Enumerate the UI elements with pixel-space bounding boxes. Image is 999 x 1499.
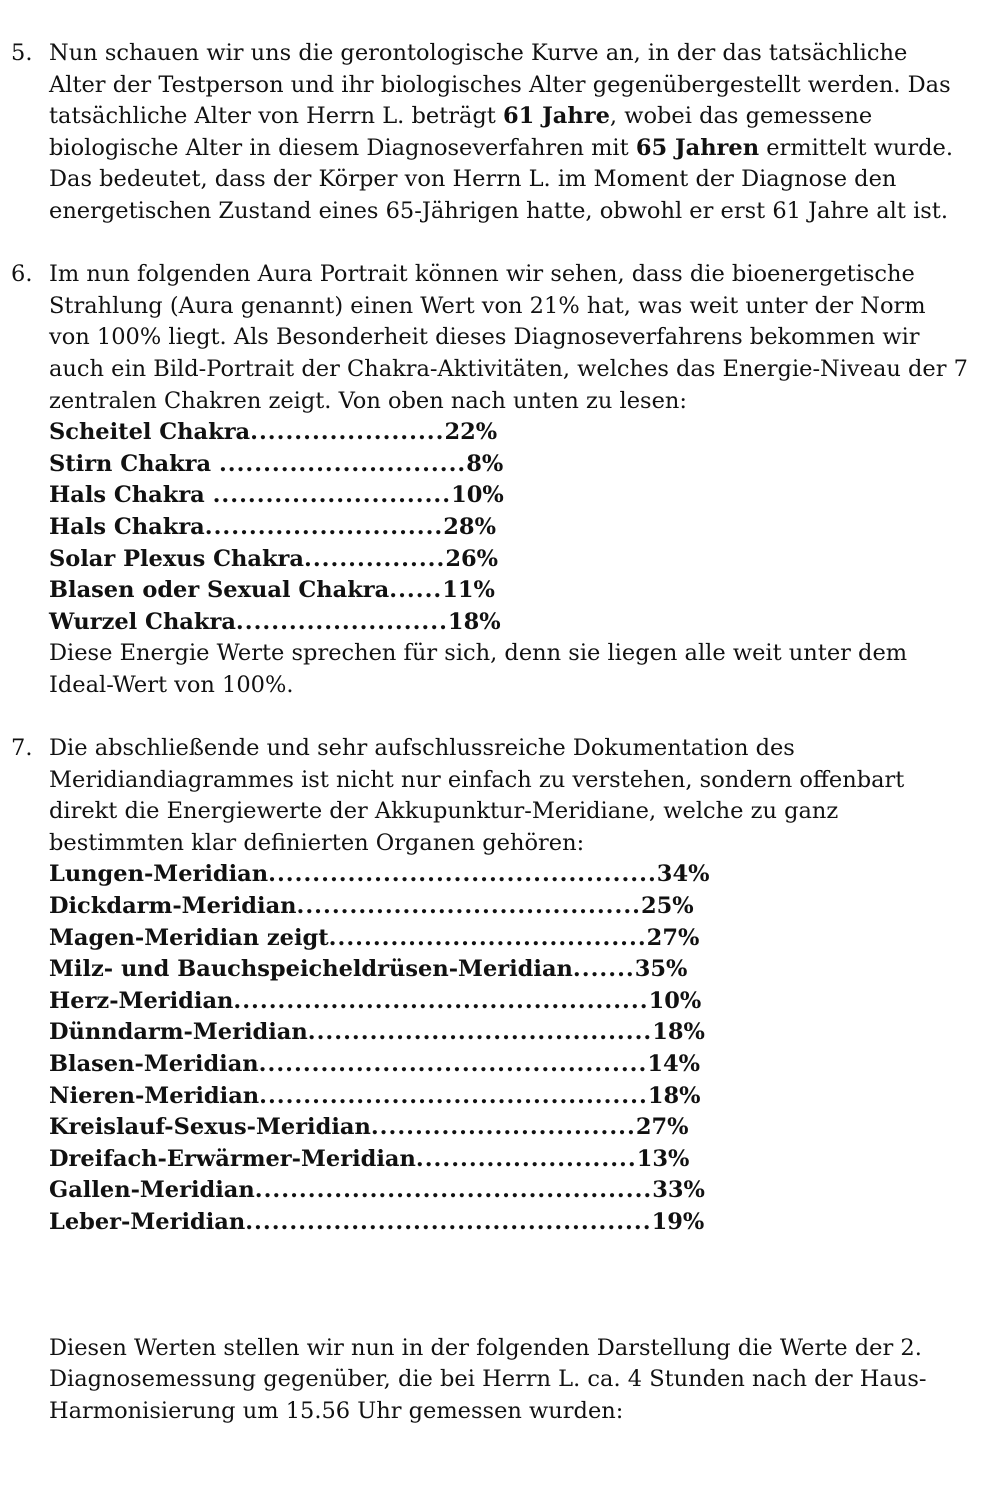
meridian-value: 33% xyxy=(652,1177,705,1204)
section-5-number: 5. xyxy=(11,40,33,66)
document-page xyxy=(0,38,999,1427)
chakra-label: Scheitel Chakra xyxy=(49,419,251,446)
chakra-label: Solar Plexus Chakra xyxy=(49,545,304,572)
meridian-value: 19% xyxy=(651,1208,705,1235)
meridian-value: 27% xyxy=(635,1114,689,1141)
chakra-dots: ........................ xyxy=(235,608,448,635)
chakra-value: 28% xyxy=(443,513,496,540)
meridian-value: 34% xyxy=(656,861,710,888)
meridian-label: Dünndarm-Meridian xyxy=(49,1019,308,1046)
meridian-row xyxy=(49,986,969,1018)
section-6-intro: Im nun folgenden Aura Portrait können wir sehen, dass die bioenergetische Strahlung (Aura genannt) einen Wert von 21% hat, was weit unter der Norm von 100% liegt. Als Besonderheit dieses Diagnoseverfahrens bekommen wir auch ein Bild-Portrait der Chakra-Aktivitäten, welches das Energie-Niveau der 7 zentralen Chakren zeigt. Von oben nach unten zu lesen: xyxy=(49,261,968,414)
chakra-value: 8% xyxy=(466,450,504,477)
section-5 xyxy=(0,38,999,228)
meridian-row xyxy=(49,859,969,891)
section-6-number: 6. xyxy=(11,261,33,288)
section-7 xyxy=(0,733,999,1239)
meridian-value: 25% xyxy=(641,893,694,920)
chakra-value: 26% xyxy=(445,545,499,572)
meridian-value: 14% xyxy=(647,1051,701,1077)
meridian-dots: ............................................ xyxy=(259,1082,648,1109)
meridian-dots: ............................................ xyxy=(268,861,657,888)
meridian-dots: .................................... xyxy=(328,924,647,951)
meridian-dots: ....................................... xyxy=(296,893,641,920)
meridian-row xyxy=(49,954,969,986)
meridian-dots: ......................... xyxy=(415,1145,637,1172)
meridian-value: 27% xyxy=(646,924,700,951)
meridian-value: 35% xyxy=(634,956,688,983)
meridian-list xyxy=(49,859,969,1238)
chakra-list xyxy=(49,417,969,638)
meridian-value: 18% xyxy=(652,1019,705,1046)
biological-age: 65 Jahren xyxy=(635,134,760,161)
chakra-row xyxy=(49,417,969,449)
meridian-label: Dreifach-Erwärmer-Meridian xyxy=(49,1145,416,1172)
chakra-label: Hals Chakra xyxy=(49,513,205,540)
meridian-label: Leber-Meridian xyxy=(49,1208,246,1235)
meridian-value: 18% xyxy=(647,1082,701,1109)
section-6-outro: Diese Energie Werte sprechen für sich, denn sie liegen alle weit unter dem Ideal-Wert von 100%. xyxy=(49,640,908,698)
meridian-row xyxy=(49,1207,969,1239)
meridian-dots: ....................................... xyxy=(307,1019,653,1046)
chakra-dots: ............................ xyxy=(218,450,467,477)
chakra-label: Hals Chakra xyxy=(49,482,213,509)
chakra-dots: ...... xyxy=(389,577,443,604)
actual-age: 61 Jahre xyxy=(502,103,610,130)
meridian-row xyxy=(49,1049,969,1081)
meridian-dots: .............................. xyxy=(370,1114,636,1141)
meridian-dots: ....... xyxy=(572,956,635,983)
section-7-intro: Die abschließende und sehr aufschlussreiche Dokumentation des Meridiandiagrammes ist nicht nur einfach zu verstehen, sondern offenbart direkt die Energiewerte der Akkupunktur-Meridiane, welche zu ganz bestimmten klar definierten Organen gehören: xyxy=(49,735,905,856)
meridian-label: Kreislauf-Sexus-Meridian xyxy=(49,1114,371,1141)
chakra-label: Wurzel Chakra xyxy=(49,608,236,635)
meridian-row xyxy=(49,1081,969,1113)
chakra-dots: ........................... xyxy=(204,513,444,540)
chakra-label: Blasen oder Sexual Chakra xyxy=(49,577,390,604)
meridian-dots: ............................................. xyxy=(254,1177,653,1204)
meridian-dots: .............................................. xyxy=(245,1208,652,1235)
chakra-row xyxy=(49,449,969,481)
chakra-row xyxy=(49,512,969,544)
meridian-value: 10% xyxy=(648,987,702,1014)
section-6 xyxy=(0,259,999,701)
chakra-value: 10% xyxy=(451,482,504,509)
section-7-number: 7. xyxy=(11,735,33,762)
meridian-row xyxy=(49,1175,969,1207)
meridian-label: Nieren-Meridian xyxy=(49,1082,260,1109)
chakra-value: 11% xyxy=(442,577,495,604)
chakra-row xyxy=(49,575,969,607)
chakra-dots: ...................... xyxy=(250,419,445,446)
meridian-label: Magen-Meridian zeigt xyxy=(49,924,329,951)
chakra-dots: ........................... xyxy=(212,482,452,509)
chakra-value: 22% xyxy=(444,419,498,446)
meridian-label: Herz-Meridian xyxy=(49,987,234,1014)
chakra-row xyxy=(49,607,969,639)
section-5-text-a: Nun schauen wir uns die gerontologische Kurve an, in der das tatsächliche Alter der Testperson und ihr biologisches Alter gegenübergestellt werden. Das tatsächliche Alter von Herrn L. beträgt xyxy=(49,40,951,130)
chakra-row xyxy=(49,480,969,512)
chakra-dots: ................ xyxy=(304,545,446,572)
meridian-label: Milz- und Bauchspeicheldrüsen-Meridian xyxy=(49,956,573,983)
meridian-row xyxy=(49,1017,969,1049)
chakra-label: Stirn Chakra xyxy=(49,450,219,477)
meridian-row xyxy=(49,923,969,955)
closing-paragraph: Diesen Werten stellen wir nun in der folgenden Darstellung die Werte der 2. Diagnosemessung gegenüber, die bei Herrn L. ca. 4 Stunden nach der Haus-Harmonisierung um 15.56 Uhr gemessen wurden: xyxy=(49,1334,927,1424)
meridian-label: Blasen-Meridian xyxy=(49,1051,259,1077)
section-5-text-c: ermittelt wurde. Das bedeutet, dass der Körper von Herrn L. im Moment der Diagnose den energetischen Zustand eines 65-Jährigen hatte, obwohl er erst 61 Jahre alt ist. xyxy=(49,134,954,224)
meridian-value: 13% xyxy=(636,1145,690,1172)
chakra-value: 18% xyxy=(447,608,501,635)
meridian-row xyxy=(49,1144,969,1176)
meridian-dots: ............................................ xyxy=(258,1051,648,1077)
meridian-label: Lungen-Meridian xyxy=(49,861,269,888)
chakra-row xyxy=(49,544,969,576)
meridian-label: Gallen-Meridian xyxy=(49,1177,255,1204)
meridian-dots: ............................................... xyxy=(233,987,649,1014)
section-5-paragraph xyxy=(49,38,969,228)
meridian-row xyxy=(49,1112,969,1144)
meridian-row xyxy=(49,891,969,923)
section-5-text-b: , wobei das gemessene biologische Alter in diesem Diagnoseverfahren mit xyxy=(49,103,873,161)
meridian-label: Dickdarm-Meridian xyxy=(49,893,297,920)
